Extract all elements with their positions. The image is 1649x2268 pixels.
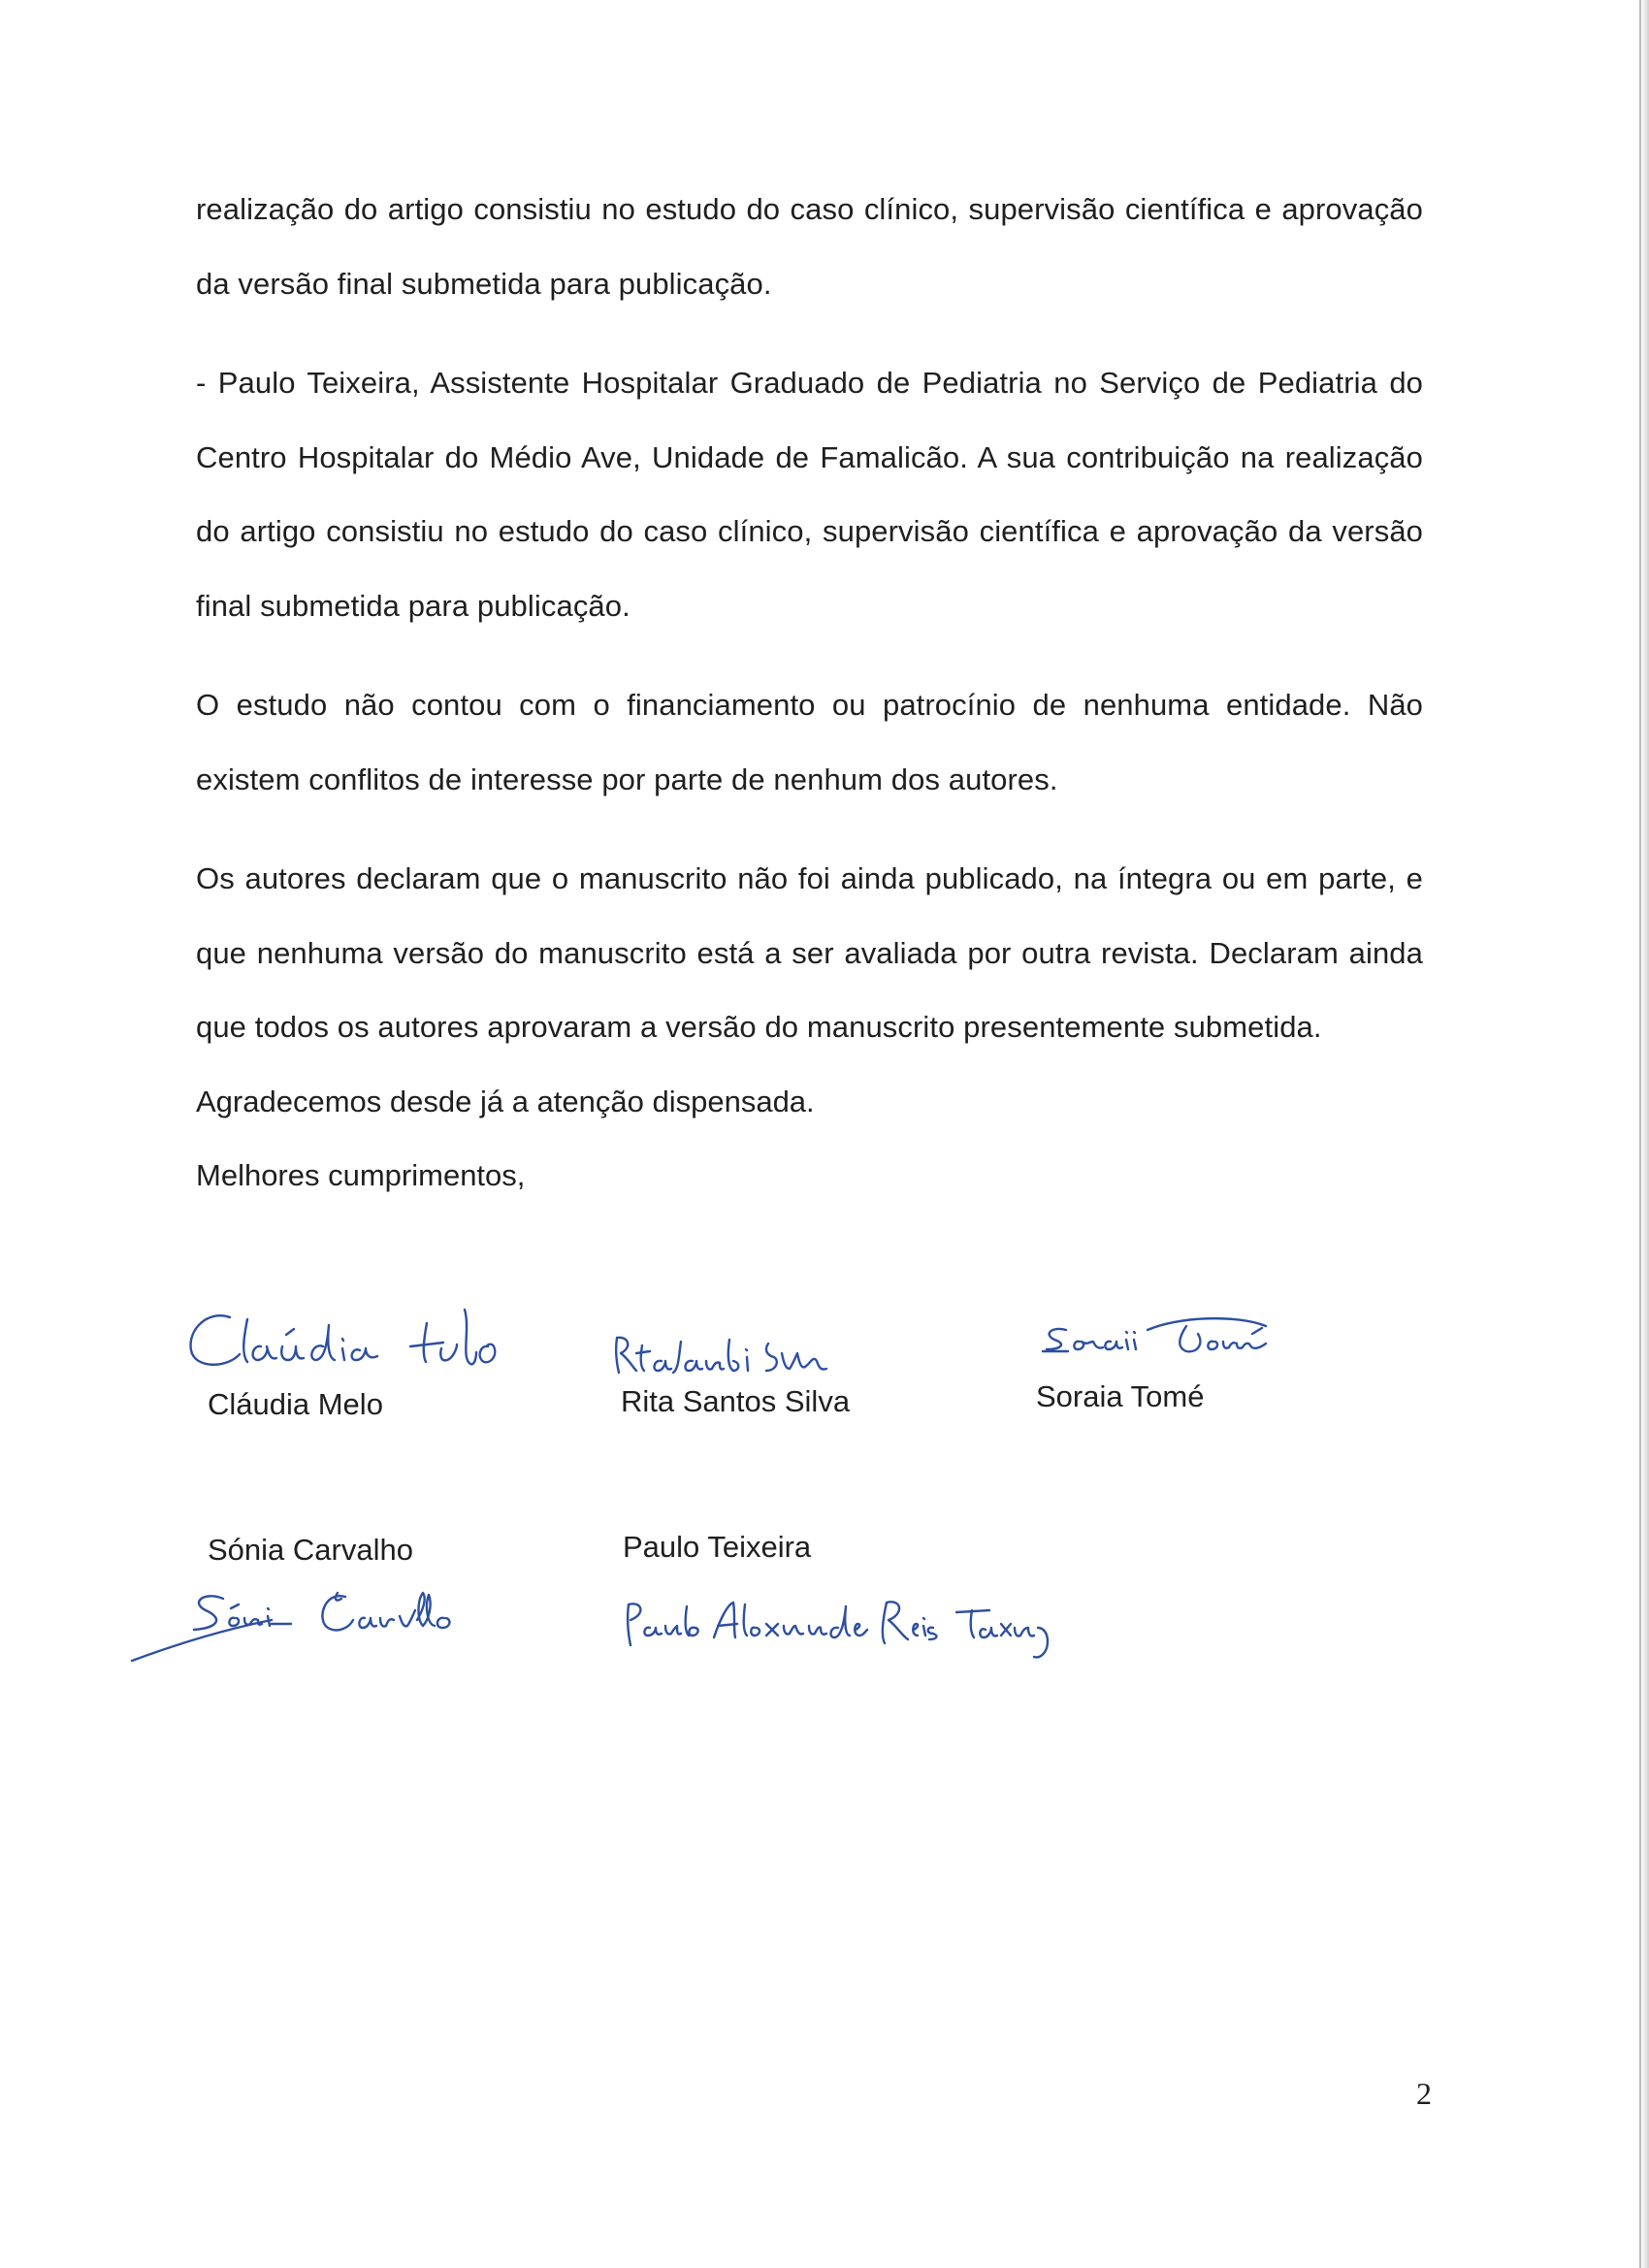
paragraph-funding: O estudo não contou com o financiamento ou patrocínio de nenhuma entidade. Não existem conflitos de interesse por parte de nenhum dos autores. (196, 688, 1423, 796)
page-number: 2 (1416, 2076, 1432, 2111)
closing-line: Melhores cumprimentos, (196, 1158, 526, 1192)
letter-body (196, 173, 1423, 1214)
scan-edge-line (1639, 0, 1641, 2268)
signatory-name-paulo-teixeira: Paulo Teixeira (623, 1530, 812, 1564)
signature-rita-santos-silva (611, 1324, 844, 1392)
thanks-line: Agradecemos desde já a atenção dispensada. (196, 1084, 815, 1118)
signatory-name-rita-santos-silva: Rita Santos Silva (621, 1384, 851, 1418)
signatory-name-claudia-melo: Cláudia Melo (208, 1387, 383, 1421)
signature-paulo-teixeira (621, 1591, 1067, 1669)
signatory-name-soraia-tome: Soraia Tomé (1036, 1379, 1205, 1413)
signature-soraia-tome (1033, 1305, 1324, 1373)
paragraph-contribution-end: realização do artigo consistiu no estudo do caso clínico, supervisão científica e aprovação da versão final submetida para publicação. (196, 192, 1423, 301)
signature-claudia-melo (179, 1290, 509, 1387)
paragraph-declaration: Os autores declaram que o manuscrito não foi ainda publicado, na íntegra ou em parte, e que nenhuma versão do manuscrito está a ser avaliada por outra revista. Declaram ainda que todos os autores aprovaram a versão do manuscrito presentemente submetida. (196, 861, 1423, 1044)
signature-sonia-carvalho (126, 1581, 485, 1669)
paragraph-paulo-teixeira: - Paulo Teixeira, Assistente Hospitalar Graduado de Pediatria no Serviço de Pediatria do Centro Hospitalar do Médio Ave, Unidade de Famalicão. A sua contribuição na realização do artigo consistiu no estudo do caso clínico, supervisão científica e aprovação da versão final submetida para publicação. (196, 366, 1423, 623)
signatory-name-sonia-carvalho: Sónia Carvalho (208, 1533, 413, 1567)
